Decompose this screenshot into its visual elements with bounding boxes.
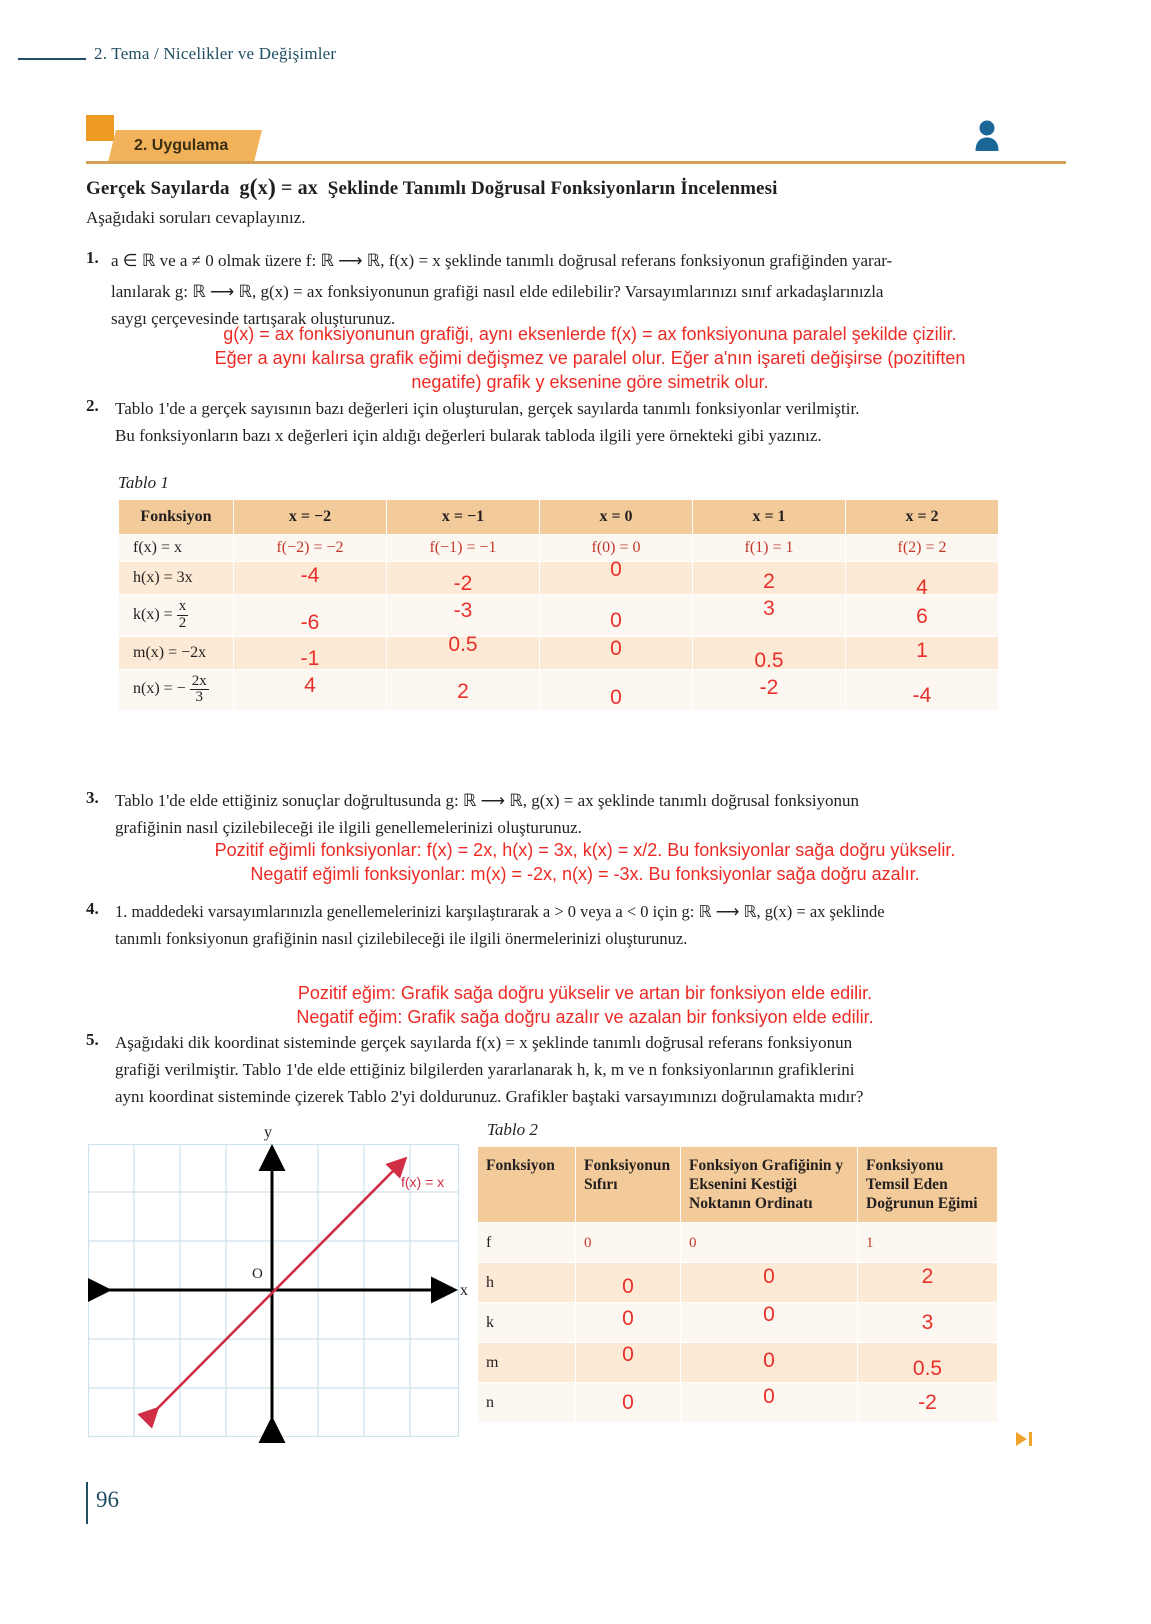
banner-label: 2. Uygulama [134,137,229,154]
table-row [119,636,999,669]
question-4-line-2: tanımlı fonksiyonun grafiğinin nasıl çizilebileceği ile ilgili önermelerinizi oluşturunuz. [115,929,688,948]
table-1-function-cell [119,669,234,711]
section-title-g: Şeklinde Tanımlı Doğrusal Fonksiyonların İncelenmesi [327,178,778,199]
question-4-body [115,899,1070,951]
table-2-value-cell [858,1223,998,1263]
handwritten-value: 0 [622,1342,634,1366]
handwritten-value: 0 [610,685,622,709]
table-1-value-cell [387,669,540,711]
handwritten-value: -4 [912,683,932,707]
table-1 [118,499,999,711]
table-2-header-row [478,1147,998,1223]
handwritten-value: 0 [763,1264,775,1288]
question-2-line-1: Tablo 1'de a gerçek sayısının bazı değerleri için oluşturulan, gerçek sayılarda tanımlı fonksiyonlar verilmiştir. [115,399,860,418]
handwritten-value: 0 [622,1306,634,1330]
table-1-value-cell [387,535,540,562]
question-1-body [111,248,1066,331]
table-2-value-cell [576,1343,681,1383]
table-1-header-4: x = 1 [693,500,846,535]
table-2-value-cell [681,1263,858,1303]
table-1-value-cell [234,669,387,711]
table-2-value-cell [576,1303,681,1343]
table-2-value-cell [858,1383,998,1423]
table-1-value-cell [540,595,693,637]
table-1-value-cell [387,632,540,669]
question-3-line-1: Tablo 1'de elde ettiğiniz sonuçlar doğrultusunda g: ℝ ⟶ ℝ, g(x) = ax şeklinde tanımlı doğrusal fonksiyonun [115,791,860,810]
question-1-line-2: lanılarak g: ℝ ⟶ ℝ, g(x) = ax fonksiyonunun grafiği nasıl elde edilebilir? Varsayımlarınızı sınıf arkadaşlarınızla [111,282,884,301]
handwritten-value: 4 [916,576,928,599]
table-1-value-cell [234,562,387,595]
question-2-line-2: Bu fonksiyonların bazı x değerleri için aldığı değerleri bularak tabloda ilgili yere örnekteki gibi yazınız. [115,426,822,445]
section-title: Gerçek Sayılarda g(x) = ax Şeklinde Tanımlı Doğrusal Fonksiyonların İncelenmesi [86,175,778,201]
function-expression: k(x) = $\frac{x}{2}$ [133,598,187,631]
table-2-function-cell: f [478,1223,576,1263]
table-row [119,535,999,562]
handwritten-value: 0 [763,1302,775,1326]
graph-y-axis-label: y [264,1124,272,1141]
question-1-answer-line-3: negatife) grafik y eksenine göre simetrik olur. [411,372,769,392]
printed-value: f(2) = 2 [897,539,947,556]
question-4-answer [110,981,1060,1029]
table-1-value-cell [540,558,693,595]
handwritten-value: 2 [457,679,469,703]
person-icon [972,115,1002,155]
handwritten-value: 0 [610,609,622,633]
table-1-header-row [119,500,999,535]
table-1-function-cell [119,636,234,669]
handwritten-value: 1 [916,638,928,662]
table-2-function-cell: n [478,1383,576,1423]
handwritten-value: 0 [763,1348,775,1372]
handwritten-value: 4 [304,673,316,697]
question-4-answer-line-2: Negatif eğim: Grafik sağa doğru azalır ve azalan bir fonksiyon elde edilir. [296,1007,874,1027]
application-banner [86,115,1066,165]
function-expression: n(x) = − $\frac{2x}{3}$ [133,672,207,706]
banner-tab [108,130,262,162]
table-2-header-1: Fonksiyonun Sıfırı [576,1147,681,1223]
running-head-rule [18,58,86,60]
question-3-answer-line-2: Negatif eğimli fonksiyonlar: m(x) = -2x, n(x) = -3x. Bu fonksiyonlar sağa doğru azalır. [250,864,920,884]
table-1-value-cell [693,595,846,637]
question-5-line-3: aynı koordinat sisteminde çizerek Tablo 2'yi doldurunuz. Grafikler baştaki varsayımınızı doğrulamakta mıdır? [115,1087,864,1106]
table-2-value-cell [681,1343,858,1383]
table-1-value-cell [846,595,999,637]
table-2-value-cell [681,1383,858,1423]
function-expression: m(x) = −2x [133,643,207,661]
question-1-answer-line-1: g(x) = ax fonksiyonunun grafiği, aynı eksenlerde f(x) = ax fonksiyonuna paralel şekilde çizilir. [223,324,957,344]
table-row [119,562,999,595]
handwritten-value: -6 [300,611,320,635]
question-3-answer-line-1: Pozitif eğimli fonksiyonlar: f(x) = 2x, h(x) = 3x, k(x) = x/2. Bu fonksiyonlar sağa doğru yükselir. [214,840,956,860]
table-2-value-cell [858,1303,998,1343]
table-2-value-cell [576,1383,681,1423]
table-1-header-5: x = 2 [846,500,999,535]
handwritten-value: -1 [300,646,320,670]
handwritten-value: 2 [921,1264,934,1288]
function-expression: f(x) = x [133,539,183,556]
table-1-function-cell [119,535,234,562]
question-5-line-1: Aşağıdaki dik koordinat sisteminde gerçek sayılarda f(x) = x şeklinde tanımlı doğrusal referans fonksiyonun [115,1033,853,1052]
question-5-body [115,1030,1070,1109]
table-2-function-cell: h [478,1263,576,1303]
question-3-line-2: grafiğinin nasıl çizilebileceği ile ilgili genellemelerinizi oluşturunuz. [115,818,582,837]
table-row [478,1303,998,1343]
page-number-rule [86,1482,88,1524]
question-2-body [115,396,1065,448]
table-1-value-cell [540,636,693,669]
table-1-header-2: x = −1 [387,500,540,535]
handwritten-value: 0 [763,1384,775,1408]
handwritten-value: -2 [453,572,473,595]
function-expression: h(x) = 3x [133,569,193,586]
table-2-function-cell: k [478,1303,576,1343]
printed-value: f(−1) = −1 [429,539,497,556]
table-1-header-0: Fonksiyon [119,500,234,535]
question-1-number: 1. [86,248,99,267]
table-2-function-cell: m [478,1343,576,1383]
question-4-number: 4. [86,899,99,918]
table-2-header-3: Fonksiyonu Temsil Eden Doğrunun Eğimi [858,1147,998,1223]
running-head-text: 2. Tema / Nicelikler ve Değişimler [94,44,337,63]
table-row [478,1383,998,1423]
table-1-value-cell [846,669,999,711]
table-2-header-2: Fonksiyon Grafiğinin y Eksenini Kestiği Noktanın Ordinatı [681,1147,858,1223]
handwritten-value: 0.5 [912,1356,943,1380]
question-5-line-2: grafiği verilmiştir. Tablo 1'de elde ettiğiniz bilgilerden yararlanarak h, k, m ve n fonksiyonlarının grafiklerini [115,1060,855,1079]
table-2-value-cell [576,1223,681,1263]
handwritten-value: -2 [918,1390,937,1414]
table-1-value-cell [387,595,540,637]
handwritten-value: 0 [622,1274,634,1298]
handwritten-value: -3 [453,599,473,623]
printed-value: f(−2) = −2 [276,539,344,556]
graph-x-axis-label: x [460,1282,468,1299]
coordinate-graph [88,1124,468,1449]
question-4-line-1: 1. maddedeki varsayımlarınızla genellemelerinizi karşılaştırarak a > 0 veya a < 0 için g: ℝ ⟶ ℝ, g(x) = ax şeklinde [115,902,885,921]
question-3-number: 3. [86,788,99,807]
section-subtitle: Aşağıdaki soruları cevaplayınız. [86,208,306,227]
table-1-value-cell [234,535,387,562]
table-row [119,669,999,711]
table-row [478,1223,998,1263]
table-1-value-cell [846,636,999,669]
table-1-value-cell [540,669,693,711]
table-1-value-cell [234,595,387,637]
handwritten-value: 0 [622,1390,634,1414]
handwritten-value: 3 [921,1310,934,1334]
table-row [478,1263,998,1303]
question-4-answer-line-1: Pozitif eğim: Grafik sağa doğru yükselir ve artan bir fonksiyon elde edilir. [297,983,873,1003]
table-1-value-cell [846,535,999,562]
next-page-icon[interactable] [1014,1430,1038,1453]
running-head [0,44,1151,70]
table-1-value-cell [693,669,846,711]
handwritten-value: 0.5 [754,648,784,672]
table-1-value-cell [234,636,387,669]
table-1-value-cell [693,562,846,595]
table-1-header-3: x = 0 [540,500,693,535]
table-2-value-cell [681,1303,858,1343]
handwritten-value: 0 [610,558,622,581]
table-row [119,595,999,637]
graph-function-label: f(x) = x [401,1174,445,1190]
table-1-value-cell [846,562,999,599]
table-1-function-cell [119,562,234,595]
handwritten-value: 6 [916,605,928,629]
handwritten-value: -2 [759,675,779,699]
table-1-value-cell [693,535,846,562]
table-2-value-cell [858,1263,998,1303]
printed-value: 0 [689,1234,697,1251]
question-3-body [115,788,1065,840]
table-1-caption: Tablo 1 [118,473,169,492]
table-1-value-cell [387,562,540,595]
table-2-value-cell [681,1223,858,1263]
question-1-line-3: saygı çerçevesinde tartışarak oluşturunuz. [111,309,396,328]
handwritten-value: 2 [763,570,775,593]
table-row [478,1343,998,1383]
table-2-caption: Tablo 2 [487,1120,538,1139]
page-number: 96 [96,1487,119,1512]
printed-value: f(1) = 1 [744,539,794,556]
printed-value: 1 [866,1234,874,1251]
table-2 [477,1146,998,1423]
table-2-header-0: Fonksiyon [478,1147,576,1223]
question-3-answer [110,838,1060,886]
handwritten-value: 0 [610,636,622,660]
question-1-answer-line-2: Eğer a aynı kalırsa grafik eğimi değişmez ve paralel olur. Eğer a'nın işareti değişirse (pozitiften [214,348,966,368]
section-title-a: Gerçek Sayılarda [86,178,230,199]
printed-value: f(0) = 0 [591,539,641,556]
table-1-header-1: x = −2 [234,500,387,535]
printed-value: 0 [584,1234,592,1251]
banner-square-decoration [86,115,114,141]
table-1-function-cell [119,595,234,637]
handwritten-value: 3 [763,597,775,621]
question-2-number: 2. [86,396,99,415]
handwritten-value: 0.5 [448,632,478,656]
table-2-value-cell [858,1343,998,1383]
table-2-value-cell [576,1263,681,1303]
question-1-line-1: a ∈ ℝ ve a ≠ 0 olmak üzere f: ℝ ⟶ ℝ, f(x) = x şeklinde tanımlı doğrusal referans fonksiyonun grafiğinden yarar- [111,251,893,270]
table-1-value-cell [693,636,846,672]
banner-underline [86,161,1066,164]
question-5-number: 5. [86,1030,99,1049]
question-1-answer [120,322,1060,394]
graph-origin-text: O [252,1266,263,1282]
handwritten-value: -4 [300,564,320,587]
